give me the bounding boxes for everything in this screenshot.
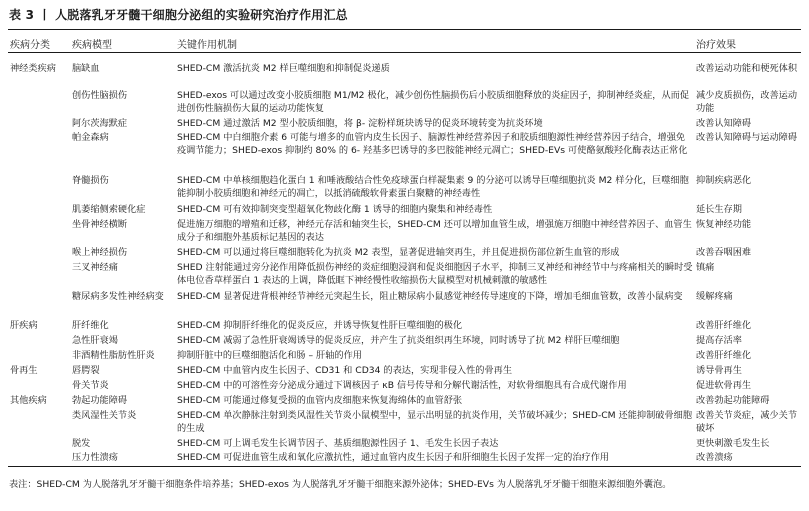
cell-model: 创伤性脑损伤 bbox=[72, 90, 128, 101]
cell-effect: 减少皮质损伤，改善运动功能 bbox=[696, 90, 798, 115]
header-model: 疾病模型 bbox=[72, 40, 112, 51]
cell-model: 肝纤维化 bbox=[72, 320, 109, 331]
cell-model: 压力性溃疡 bbox=[72, 452, 118, 463]
cell-effect: 提高存活率 bbox=[696, 335, 742, 346]
cell-effect: 改善认知障碍 bbox=[696, 118, 752, 129]
cell-mechanism: 促进施万细胞的增殖和迁移，神经元存活和轴突生长，SHED-CM 还可以增加血管生成，增强施万细胞中神经营养因子、血管生成分子和细胞外基质标记基因的表达 bbox=[177, 219, 692, 244]
cell-mechanism: SHED-CM 中单核细胞趋化蛋白 1 和唾液酸结合性免疫球蛋白样凝集素 9 的分泌可以诱导巨噬细胞抗炎 M2 样分化，巨噬细胞能抑制小胶质细胞和神经元的凋亡，以抵消硫酸软骨素蛋白聚糖的神经毒性 bbox=[177, 175, 689, 200]
cell-mechanism: SHED-CM 中的可溶性旁分泌成分通过下调核因子 κB 信号传导和分解代谢活性，对软骨细胞具有合成代谢作用 bbox=[177, 380, 627, 391]
cell-mechanism: SHED-CM 可以通过将巨噬细胞转化为抗炎 M2 表型，显著促进轴突再生，并且促进损伤部位新生血管的形成 bbox=[177, 247, 620, 258]
cell-model: 唇腭裂 bbox=[72, 365, 100, 376]
cell-effect: 镇痛 bbox=[696, 262, 715, 273]
cell-mechanism: SHED-CM 单次静脉注射到类风湿性关节炎小鼠模型中，显示出明显的抗炎作用，关节破坏减少；SHED-CM 还能抑制破骨细胞的生成 bbox=[177, 410, 693, 435]
cell-effect: 促进软骨再生 bbox=[696, 380, 752, 391]
cell-effect: 改善吞咽困难 bbox=[696, 247, 752, 258]
cell-model: 骨关节炎 bbox=[72, 380, 109, 391]
cell-model: 阿尔茨海默症 bbox=[72, 118, 128, 129]
cell-model: 脱发 bbox=[72, 438, 91, 449]
bottom-rule bbox=[8, 466, 801, 467]
cell-mechanism: SHED-CM 可促进血管生成和氧化应激抗性，通过血管内皮生长因子和肝细胞生长因子发挥一定的治疗作用 bbox=[177, 452, 610, 463]
cell-mechanism: SHED-CM 激活抗炎 M2 样巨噬细胞和抑制促炎递质 bbox=[177, 63, 390, 74]
cell-effect: 延长生存期 bbox=[696, 204, 742, 215]
cell-category: 骨再生 bbox=[10, 365, 38, 376]
cell-mechanism: SHED-CM 显著促进背根神经节神经元突起生长，阻止糖尿病小鼠感觉神经传导速度的下降，增加毛细血管数，改善小鼠病变 bbox=[177, 291, 683, 302]
cell-mechanism: SHED-CM 通过激活 M2 型小胶质细胞，将 β- 淀粉样斑块诱导的促炎环境转变为抗炎环境 bbox=[177, 118, 543, 129]
cell-model: 勃起功能障碍 bbox=[72, 395, 128, 406]
cell-effect: 改善肝纤维化 bbox=[696, 320, 752, 331]
cell-model: 肌萎缩侧索硬化症 bbox=[72, 204, 146, 215]
cell-effect: 改善勃起功能障碍 bbox=[696, 395, 770, 406]
cell-model: 类风湿性关节炎 bbox=[72, 410, 137, 421]
cell-effect: 更快刺激毛发生长 bbox=[696, 438, 770, 449]
cell-effect: 改善关节炎症，减少关节破坏 bbox=[696, 410, 798, 435]
cell-mechanism: SHED-exos 可以通过改变小胶质细胞 M1/M2 极化，减少创伤性脑损伤后小胶质细胞释放的炎症因子，抑制神经炎症，从而促进创伤性脑损伤大鼠的运动功能恢复 bbox=[177, 90, 690, 115]
cell-effect: 改善肝纤维化 bbox=[696, 350, 752, 361]
cell-model: 脊髓损伤 bbox=[72, 175, 109, 186]
cell-category: 肝疾病 bbox=[10, 320, 38, 331]
table-footnote: 表注：SHED-CM 为人脱落乳牙牙髓干细胞条件培养基；SHED-exos 为人脱落乳牙牙髓干细胞来源外泌体；SHED-EVs 为人脱落乳牙牙髓干细胞来源细胞外囊泡。 bbox=[9, 479, 672, 490]
cell-mechanism: SHED-CM 抑制肝纤维化的促炎反应，并诱导恢复性肝巨噬细胞的极化 bbox=[177, 320, 463, 331]
cell-model: 糖尿病多发性神经病变 bbox=[72, 291, 164, 302]
cell-effect: 恢复神经功能 bbox=[696, 219, 752, 230]
cell-mechanism: 抑制肝脏中的巨噬细胞活化和肠 – 肝轴的作用 bbox=[177, 350, 362, 361]
header-mechanism: 关键作用机制 bbox=[177, 40, 237, 51]
cell-model: 坐骨神经横断 bbox=[72, 219, 128, 230]
table-title: 表 3 丨 人脱落乳牙牙髓干细胞分泌组的实验研究治疗作用汇总 bbox=[9, 8, 348, 22]
cell-mechanism: SHED 注射能通过旁分泌作用降低损伤神经的炎症细胞浸润和促炎细胞因子水平，抑制三叉神经和神经节中与疼痛相关的瞬时受体电位香草样蛋白 1 表达的上调，降低眶下神经慢性收缩损伤大鼠模型对机械刺激的敏感性 bbox=[177, 262, 693, 287]
cell-effect: 缓解疼痛 bbox=[696, 291, 733, 302]
cell-effect: 改善认知障碍与运动障碍 bbox=[696, 132, 798, 143]
cell-category: 其他疾病 bbox=[10, 395, 47, 406]
cell-effect: 改善运动功能和梗死体积 bbox=[696, 63, 798, 74]
header-category: 疾病分类 bbox=[10, 40, 50, 51]
cell-mechanism: SHED-CM 中血管内皮生长因子、CD31 和 CD34 的表达，实现非侵入性的骨再生 bbox=[177, 365, 513, 376]
cell-model: 喉上神经损伤 bbox=[72, 247, 128, 258]
cell-mechanism: SHED-CM 可有效抑制突变型超氧化物歧化酶 1 诱导的细胞内聚集和神经毒性 bbox=[177, 204, 493, 215]
cell-mechanism: SHED-CM 中白细胞介素 6 可能与增多的血管内皮生长因子、脑源性神经营养因子和胶质细胞源性神经营养因子结合，增强免疫调节能力；SHED-exos 抑制约 80% 的 6- 羟基多巴诱导的多巴胺能神经元凋亡；SHED-EVs 可使酪氨酸羟化酶表达正常化 bbox=[177, 132, 688, 157]
cell-model: 脑缺血 bbox=[72, 63, 100, 74]
cell-effect: 改善溃疡 bbox=[696, 452, 733, 463]
cell-mechanism: SHED-CM 可上调毛发生长调节因子、基质细胞源性因子 1、毛发生长因子表达 bbox=[177, 438, 499, 449]
cell-mechanism: SHED-CM 可能通过修复受损的血管内皮细胞来恢复海绵体的血管舒张 bbox=[177, 395, 463, 406]
cell-category: 神经类疾病 bbox=[10, 63, 56, 74]
cell-model: 非酒精性脂肪性肝炎 bbox=[72, 350, 155, 361]
cell-model: 帕金森病 bbox=[72, 132, 109, 143]
cell-model: 三叉神经痛 bbox=[72, 262, 118, 273]
cell-effect: 抑制疾病恶化 bbox=[696, 175, 752, 186]
header-effect: 治疗效果 bbox=[696, 40, 736, 51]
cell-mechanism: SHED-CM 减弱了急性肝衰竭诱导的促炎反应，并产生了抗炎组织再生环境，同时诱导了抗 M2 样肝巨噬细胞 bbox=[177, 335, 620, 346]
cell-model: 急性肝衰竭 bbox=[72, 335, 118, 346]
cell-effect: 诱导骨再生 bbox=[696, 365, 742, 376]
